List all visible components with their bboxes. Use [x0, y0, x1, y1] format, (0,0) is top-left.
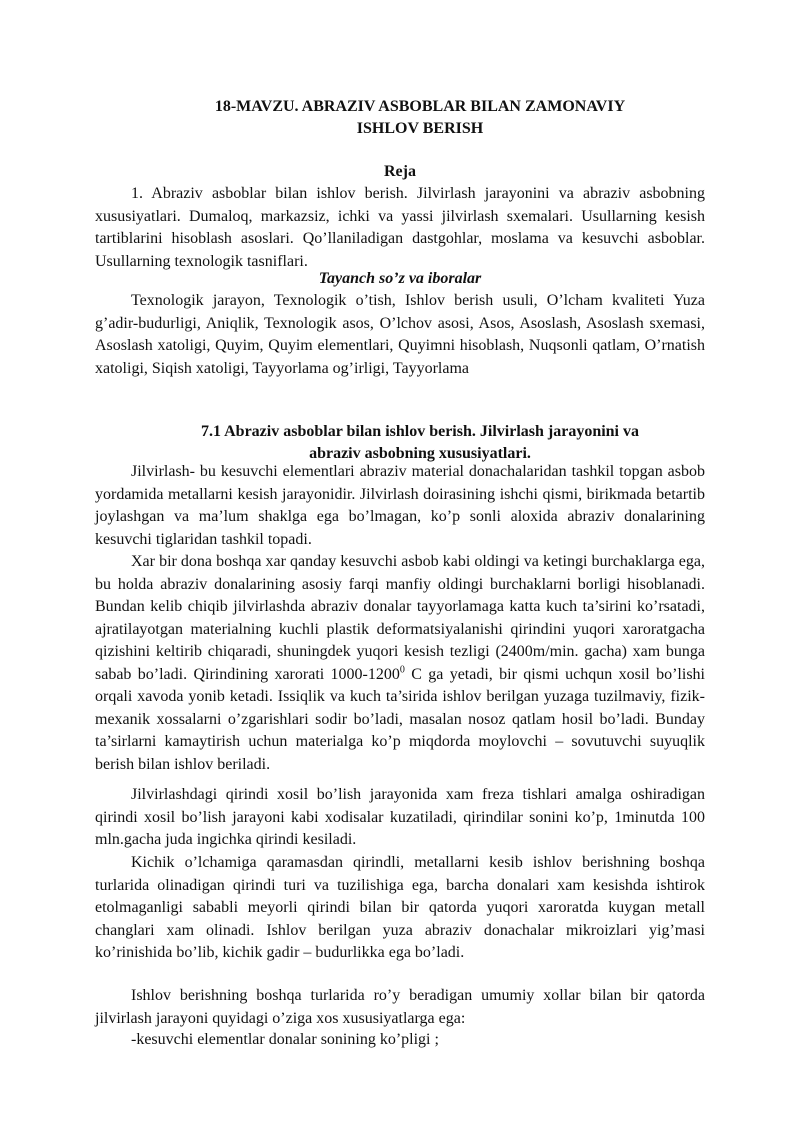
section-heading-line-1: 7.1 Abraziv asboblar bilan ishlov berish. Jilvirlash jarayonini va	[201, 423, 639, 440]
section-heading-line-2: abraziv asbobning xususiyatlari.	[309, 445, 531, 462]
document-title	[135, 96, 705, 140]
paragraph-2-text-a: Xar bir dona boshqa xar qanday kesuvchi asbob kabi oldingi va ketingi burchaklarga ega, bu holda abraziv donalarining asosiy farqi manfiy oldingi burchaklarni borligi hisoblanadi. Bundan kelib chiqib jilvirlashda abraziv donalar tayyorlamaga katta kuch ta’sirini ko’rsatadi, ajratilayotgan materialning kuchli plastik deformatsiyalanishi qirindini yuqori xaroratgacha qizishini keltirib chiqaradi, shuningdek yuqori kesish tezligi (2400m/min. gacha) xam bunga sabab bo’ladi. Qirindining xarorati 1000-1200	[95, 553, 705, 683]
body-paragraph-4: Kichik o’lchamiga qaramasdan qirindli, metallarni kesib ishlov berishning boshqa turlarida olinadigan qirindi turi va tuzilishiga ega, barcha donalari xam kesishda ishtirok etolmaganligi sababli meyorli qirindi bilan bir qatorda yuqori xaroratda kuygan metall changlari xam olinadi. Ishlov berilgan yuza abraziv donachalar mikroizlari yig’masi ko’rinishida bo’lib, kichik gadir – budurlikka ega bo’ladi.	[95, 854, 705, 961]
keywords-paragraph: Texnologik jarayon, Texnologik o’tish, Ishlov berish usuli, O’lcham kvaliteti Yuza g’adir-budurligi, Aniqlik, Texnologik asos, O’lchov asosi, Asos, Asoslash, Asoslash sxemasi, Asoslash xatoligi, Quyim, Quyim elementlari, Quyimni hisoblash, Nuqsonli qatlam, O’rnatish xatoligi, Siqish xatoligi, Tayyorlama og’irligi, Tayyorlama	[95, 292, 705, 377]
reja-paragraph: 1. Abraziv asboblar bilan ishlov berish. Jilvirlash jarayonini va abraziv asbobning xususiyatlari. Dumaloq, markazsiz, ichki va yassi jilvirlash sxemalari. Usullarning kesish tartiblarini hisoblash asoslari. Qo’llaniladigan dastgohlar, moslama va kesuvchi asboblar. Usullarning texnologik tasniflari.	[95, 185, 705, 270]
body-paragraph-1: Jilvirlash- bu kesuvchi elementlari abraziv material donachalaridan tashkil topgan asbob yordamida metallarni kesish jarayonidir. Jilvirlash doirasining ishchi qismi, birikmada betartib joylashgan va ma’lum shaklga ega bo’lmagan, ko’p sonli aloxida abraziv donalarining kesuvchi tiglaridan tashkil topadi.	[95, 463, 705, 548]
title-line-1: 18-MAVZU. ABRAZIV ASBOBLAR BILAN ZAMONAVIY	[214, 98, 626, 115]
body-paragraph-6: -kesuvchi elementlar donalar sonining ko’pligi ;	[131, 1031, 439, 1048]
keywords-heading: Tayanch so’z va iboralar	[318, 270, 482, 287]
body-paragraph-5: Ishlov berishning boshqa turlarida ro’y beradigan umumiy xollar bilan bir qatorda jilvirlash jarayoni quyidagi o’ziga xos xususiyatlarga ega:	[95, 987, 705, 1027]
title-line-2: ISHLOV BERISH	[356, 120, 484, 137]
body-paragraph-2	[95, 551, 705, 776]
body-paragraph-3: Jilvirlashdagi qirindi xosil bo’lish jarayonida xam freza tishlari amalga oshiradigan qirindi xosil bo’lish jarayoni kabi xodisalar kuzatiladi, qirindilar sonini ko’p, 1minutda 100 mln.gacha juda ingichka qirindi kesiladi.	[95, 786, 705, 848]
degree-superscript: 0	[399, 664, 405, 676]
reja-heading: Reja	[384, 163, 416, 180]
section-heading	[135, 421, 705, 465]
paragraph-2-text-b: C ga yetadi, bir qismi uchqun xosil bo’lishi orqali xavoda yonib ketadi. Issiqlik va kuch ta’sirida ishlov berilgan yuzaga tuzilmaviy, fizik-mexanik xossalarni o’zgarishlari sodir bo’ladi, masalan nosoz qatlam hosil bo’ladi. Bunday ta’sirlarni kamaytirish uchun materialga ko’p miqdorda moylovchi – sovutuvchi suyuqlik berish bilan ishlov beriladi.	[95, 665, 705, 773]
